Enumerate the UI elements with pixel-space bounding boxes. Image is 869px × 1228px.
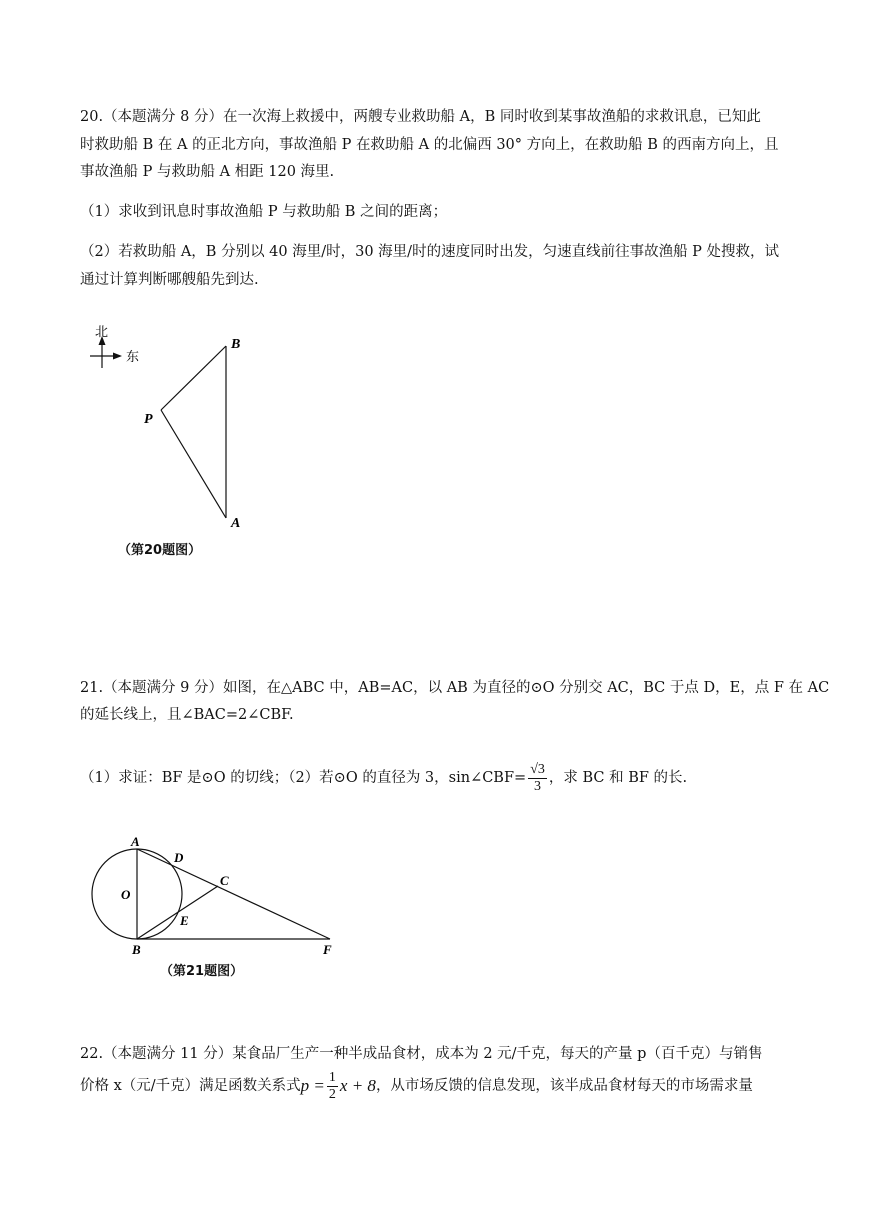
q20-text-line-2: 时救助船 B 在 A 的正北方向，事故渔船 P 在救助船 A 的北偏西 30° 方向上，在救助船 B 的西南方向上，且 xyxy=(80,137,779,153)
segment-BC xyxy=(137,886,218,939)
q22-line-2-post: ，从市场反馈的信息发现，该半成品食材每天的市场需求量 xyxy=(375,1078,753,1094)
point-E-label: E xyxy=(180,913,189,928)
q21-figure-caption: （第21题图） xyxy=(160,964,244,979)
fraction-denominator: 2 xyxy=(328,1086,336,1102)
compass-icon xyxy=(90,336,122,368)
segment-PA xyxy=(161,410,226,518)
q21-text-line-2: 的延长线上，且∠BAC=2∠CBF. xyxy=(80,707,294,723)
segment-PB xyxy=(161,346,226,410)
point-A-label: A xyxy=(131,834,140,849)
q20-text-line-1: 20.（本题满分 8 分）在一次海上救援中，两艘专业救助船 A，B 同时收到某事故渔船的求救讯息，已知此 xyxy=(80,109,761,125)
north-label: 北 xyxy=(95,324,109,339)
fraction-denominator: 3 xyxy=(534,778,542,794)
q21-text-line-1: 21.（本题满分 9 分）如图，在△ABC 中，AB=AC，以 AB 为直径的⊙O 分别交 AC，BC 于点 D，E，点 F 在 AC xyxy=(80,680,830,696)
point-P-label: P xyxy=(144,412,153,427)
q22-text-line-2 xyxy=(80,1064,790,1108)
q20-part-2-line-2: 通过计算判断哪艘船先到达. xyxy=(80,272,259,288)
point-D-label: D xyxy=(174,850,184,865)
q21-parts xyxy=(80,756,790,800)
point-B-label: B xyxy=(132,942,141,957)
formula-lhs: p = xyxy=(300,1076,325,1095)
fraction-numerator: 1 xyxy=(328,1069,336,1085)
q21-parts-post: ，求 BC 和 BF 的长. xyxy=(548,770,688,786)
point-O-label: O xyxy=(121,887,131,902)
sqrt3-over-3-fraction xyxy=(528,762,547,795)
q20-figure xyxy=(80,320,280,530)
q20-text-line-3: 事故渔船 P 与救助船 A 相距 120 海里. xyxy=(80,164,335,180)
fraction-numerator: √3 xyxy=(530,761,545,777)
point-B-label: B xyxy=(231,337,241,352)
segment-AF xyxy=(137,849,330,939)
q20-part-1: （1）求收到讯息时事故渔船 P 与救助船 B 之间的距离； xyxy=(80,204,448,220)
q21-parts-pre: （1）求证：BF 是⊙O 的切线；（2）若⊙O 的直径为 3，sin∠CBF= xyxy=(80,770,527,786)
point-C-label: C xyxy=(220,873,229,888)
east-label: 东 xyxy=(126,349,140,364)
q21-figure xyxy=(85,833,345,961)
q22-text-line-1: 22.（本题满分 11 分）某食品厂生产一种半成品食材，成本为 2 元/千克，每天的产量 p（百千克）与销售 xyxy=(80,1046,763,1062)
q20-figure-caption: （第20题图） xyxy=(118,543,202,558)
point-F-label: F xyxy=(323,942,332,957)
q22-line-2-pre: 价格 x（元/千克）满足函数关系式 xyxy=(80,1078,301,1094)
q20-part-2-line-1: （2）若救助船 A，B 分别以 40 海里/时，30 海里/时的速度同时出发，匀速直线前往事故渔船 P 处搜救，试 xyxy=(80,244,780,260)
formula-rhs: x + 8 xyxy=(339,1076,376,1095)
one-half-fraction xyxy=(327,1070,338,1103)
point-A-label: A xyxy=(231,516,241,530)
